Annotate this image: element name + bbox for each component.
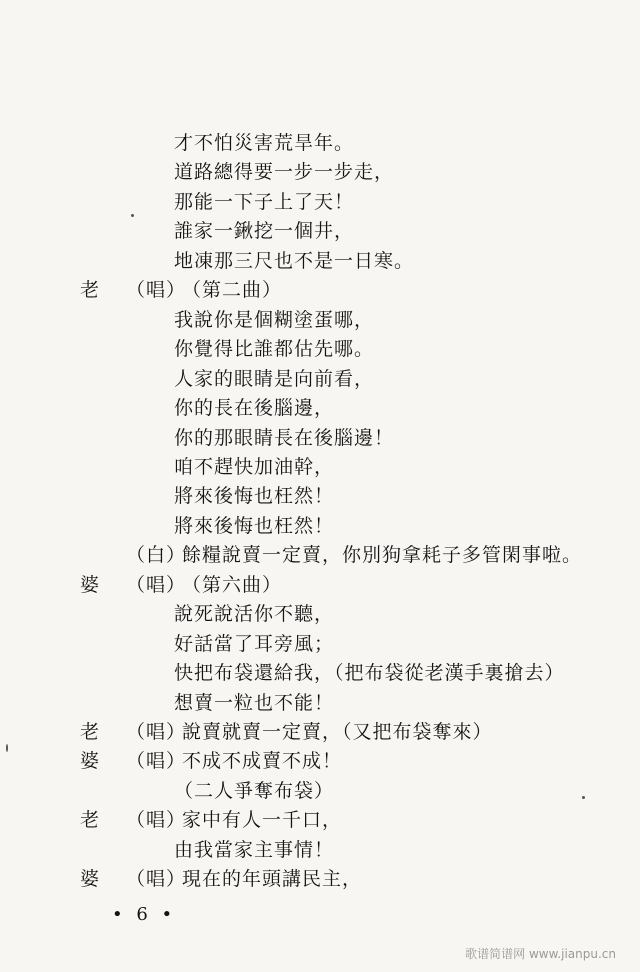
- script-line: [0, 835, 640, 865]
- speaker-label: 老: [80, 721, 101, 743]
- script-line: [0, 187, 640, 217]
- line-text: 才不怕災害荒旱年。: [174, 132, 355, 154]
- delivery-mode: （唱）: [126, 868, 187, 890]
- line-text: 你覺得比誰都估先哪。: [174, 338, 375, 360]
- script-line: [0, 334, 640, 364]
- script-line: [0, 658, 640, 688]
- print-speck: [6, 744, 8, 752]
- script-line: [0, 481, 640, 511]
- line-text: （第二曲）: [182, 279, 283, 301]
- line-text: 你的那眼睛長在後腦邊！: [174, 427, 395, 449]
- script-line: [0, 305, 640, 335]
- script-line: [0, 599, 640, 629]
- delivery-mode: （唱）: [126, 750, 187, 772]
- line-text: 將來後悔也枉然！: [174, 485, 335, 507]
- script-line: [0, 452, 640, 482]
- speaker-label: 老: [80, 809, 101, 831]
- line-text: 我說你是個糊塗蛋哪，: [174, 309, 375, 331]
- script-line: [0, 393, 640, 423]
- delivery-mode: （唱）: [126, 574, 187, 596]
- speaker-label: 婆: [80, 868, 101, 890]
- speaker-label: 老: [80, 279, 101, 301]
- line-text: 不成不成賣不成！: [182, 750, 343, 772]
- script-line: [0, 629, 640, 659]
- speaker-label: 婆: [80, 750, 101, 772]
- line-text: 現在的年頭講民主，: [182, 868, 363, 890]
- line-text: 咱不趕快加油幹，: [174, 456, 335, 478]
- line-text: 想賣一粒也不能！: [174, 692, 335, 714]
- script-line: [0, 511, 640, 541]
- script-line: [0, 688, 640, 718]
- script-line: [0, 423, 640, 453]
- line-text: 地凍那三尺也不是一日寒。: [174, 250, 415, 272]
- watermark: 歌谱简谱网 www.jianpu.cn: [465, 947, 616, 961]
- line-text: 由我當家主事情！: [174, 839, 335, 861]
- print-speck: [582, 796, 585, 799]
- delivery-mode: （唱）: [126, 279, 187, 301]
- line-text: 快把布袋還給我，（把布袋從老漢手裏搶去）: [174, 662, 565, 684]
- script-line: [0, 246, 640, 276]
- delivery-mode: （唱）: [126, 809, 187, 831]
- delivery-mode: （白）: [126, 544, 187, 566]
- script-line: [0, 805, 640, 835]
- script-line: [0, 157, 640, 187]
- line-text: 道路總得要一步一步走，: [174, 161, 395, 183]
- script-line: [0, 864, 640, 894]
- script-line: [0, 216, 640, 246]
- line-text: 說賣就賣一定賣，（又把布袋奪來）: [182, 721, 493, 743]
- delivery-mode: （唱）: [126, 721, 187, 743]
- script-line: [0, 717, 640, 747]
- print-speck: [131, 214, 134, 217]
- line-text: 將來後悔也枉然！: [174, 515, 335, 537]
- line-text: （二人爭奪布袋）: [174, 780, 335, 802]
- line-text: （第六曲）: [182, 574, 283, 596]
- line-text: 誰家一鍬挖一個井，: [174, 220, 355, 242]
- line-text: 說死說活你不聽，: [174, 603, 335, 625]
- line-text: 你的長在後腦邊，: [174, 397, 335, 419]
- script-line: [0, 776, 640, 806]
- line-text: 好話當了耳旁風；: [174, 633, 335, 655]
- speaker-label: 婆: [80, 574, 101, 596]
- line-text: 家中有人一千口，: [182, 809, 343, 831]
- script-line: [0, 540, 640, 570]
- script-line: [0, 128, 640, 158]
- script-line: [0, 364, 640, 394]
- line-text: 餘糧說賣一定賣，你別狗拿耗子多管閑事啦。: [182, 544, 583, 566]
- script-line: [0, 746, 640, 776]
- page-number: • 6 •: [112, 904, 177, 925]
- line-text: 人家的眼睛是向前看，: [174, 368, 375, 390]
- script-line: [0, 275, 640, 305]
- script-line: [0, 570, 640, 600]
- line-text: 那能一下子上了天！: [174, 191, 355, 213]
